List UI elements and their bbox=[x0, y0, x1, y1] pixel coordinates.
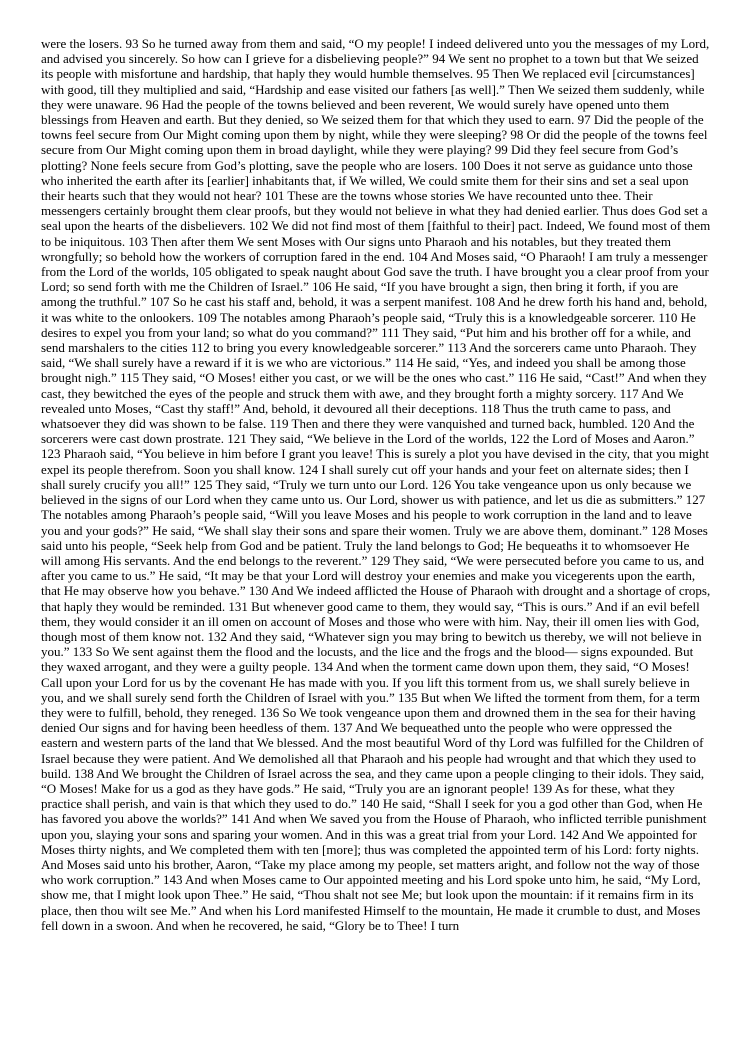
scripture-text: were the losers. 93 So he turned away from them and said, “O my people! I indeed delivered unto you the messages of my Lord, and advised you sincerely. So how can I grieve for a disbelieving people?” 94 We sent no prophet to a town but that We seized its people with misfortune and hardship, that haply they would humble themselves. 95 Then We replaced evil [circumstances] with good, till they multiplied and said, “Hardship and ease visited our fathers [as well].” Then We seized them suddenly, while they were unaware. 96 Had the people of the towns believed and been reverent, We would surely have opened unto them blessings from Heaven and earth. But they denied, so We seized them for that which they used to earn. 97 Did the people of the towns feel secure from Our Might coming upon them by night, while they were sleeping? 98 Or did the people of the towns feel secure from Our Might coming upon them in broad daylight, while they were playing? 99 Did they feel secure from God’s plotting? None feels secure from God’s plotting, save the people who are losers. 100 Does it not serve as guidance unto those who inherited the earth after its [earlier] inhabitants that, if We willed, We could smite them for their sins and set a seal upon their hearts such that they would not hear? 101 These are the towns whose stories We have recounted unto thee. Their messengers certainly brought them clear proofs, but they would not believe in what they had denied earlier. Thus does God set a seal upon the hearts of the disbelievers. 102 We did not find most of them [faithful to their] pact. Indeed, We found most of them to be iniquitous. 103 Then after them We sent Moses with Our signs unto Pharaoh and his notables, but they treated them wrongfully; so behold how the workers of corruption fared in the end. 104 And Moses said, “O Pharaoh! I am truly a messenger from the Lord of the worlds, 105 obligated to speak naught about God save the truth. I have brought you a clear proof from your Lord; so send forth with me the Children of Israel.” 106 He said, “If you have brought a sign, then bring it forth, if you are among the truthful.” 107 So he cast his staff and, behold, it was a serpent manifest. 108 And he drew forth his hand and, behold, it was white to the onlookers. 109 The notables among Pharaoh’s people said, “Truly this is a knowledgeable sorcerer. 110 He desires to expel you from your land; so what do you command?” 111 They said, “Put him and his brother off for a while, and send marshalers to the cities 112 to bring you every knowledgeable sorcerer.” 113 And the sorcerers came unto Pharaoh. They said, “We shall surely have a reward if it is we who are victorious.” 114 He said, “Yes, and indeed you shall be among those brought nigh.” 115 They said, “O Moses! either you cast, or we will be the ones who cast.” 116 He said, “Cast!” And when they cast, they bewitched the eyes of the people and struck them with awe, and they brought forth a mighty sorcery. 117 And We revealed unto Moses, “Cast thy staff!” And, behold, it devoured all their deceptions. 118 Thus the truth came to pass, and whatsoever they did was shown to be false. 119 Then and there they were vanquished and turned back, humbled. 120 And the sorcerers were cast down prostrate. 121 They said, “We believe in the Lord of the worlds, 122 the Lord of Moses and Aaron.” 123 Pharaoh said, “You believe in him before I grant you leave! This is surely a plot you have devised in the city, that you might expel its people therefrom. Soon you shall know. 124 I shall surely cut off your hands and your feet on alternate sides; then I shall surely crucify you all!” 125 They said, “Truly we turn unto our Lord. 126 You take vengeance upon us only because we believed in the signs of our Lord when they came unto us. Our Lord, shower us with patience, and let us die as submitters.” 127 The notables among Pharaoh’s people said, “Will you leave Moses and his people to work corruption in the land and to leave you and your gods?” He said, “We shall slay their sons and spare their women. Truly we are above them, dominant.” 128 Moses said unto his people, “Seek help from God and be patient. Truly the land belongs to God; He bequeaths it to whomsoever He will among His servants. And the end belongs to the reverent.” 129 They said, “We were persecuted before you came to us, and after you came to us.” He said, “It may be that your Lord will destroy your enemies and make you vicegerents upon the earth, that He may observe how you behave.” 130 And We indeed afflicted the House of Pharaoh with drought and a shortage of crops, that haply they would be reminded. 131 But whenever good came to them, they would say, “This is ours.” And if an evil befell them, they would consider it an ill omen on account of Moses and those who were with him. Nay, their ill omen lies with God, though most of them know not. 132 And they said, “Whatever sign you may bring to bewitch us thereby, we will not believe in you.” 133 So We sent against them the flood and the locusts, and the lice and the frogs and the blood— signs expounded. But they waxed arrogant, and they were a guilty people. 134 And when the torment came down upon them, they said, “O Moses! Call upon your Lord for us by the covenant He has made with you. If you lift this torment from us, we shall surely believe in you, and we shall surely send forth the Children of Israel with you.” 135 But when We lifted the torment from them, for a term they were to fulfill, behold, they reneged. 136 So We took vengeance upon them and drowned them in the sea for their having denied Our signs and for having been heedless of them. 137 And We bequeathed unto the people who were oppressed the eastern and western parts of the land that We blessed. And the most beautiful Word of thy Lord was fulfilled for the Children of Israel because they were patient. And We demolished all that Pharaoh and his people had wrought and that which they used to build. 138 And We brought the Children of Israel across the sea, and they came upon a people clinging to their idols. They said, “O Moses! Make for us a god as they have gods.” He said, “Truly you are an ignorant people! 139 As for these, what they practice shall perish, and vain is that which they used to do.” 140 He said, “Shall I seek for you a god other than God, when He has favored you above the worlds?” 141 And when We saved you from the House of Pharaoh, who inflicted terrible punishment upon you, slaying your sons and sparing your women. And in this was a great trial from your Lord. 142 And We appointed for Moses thirty nights, and We completed them with ten [more]; thus was completed the appointed term of his Lord: forty nights. And Moses said unto his brother, Aaron, “Take my place among my people, set matters aright, and follow not the way of those who work corruption.” 143 And when Moses came to Our appointed meeting and his Lord spoke unto him, he said, “My Lord, show me, that I might look upon Thee.” He said, “Thou shalt not see Me; but look upon the mountain: if it remains firm in its place, then thou wilt see Me.” And when his Lord manifested Himself to the mountain, He made it crumble to dust, and Moses fell down in a swoon. And when he recovered, he said, “Glory be to Thee! I turn bbox=[41, 36, 711, 933]
